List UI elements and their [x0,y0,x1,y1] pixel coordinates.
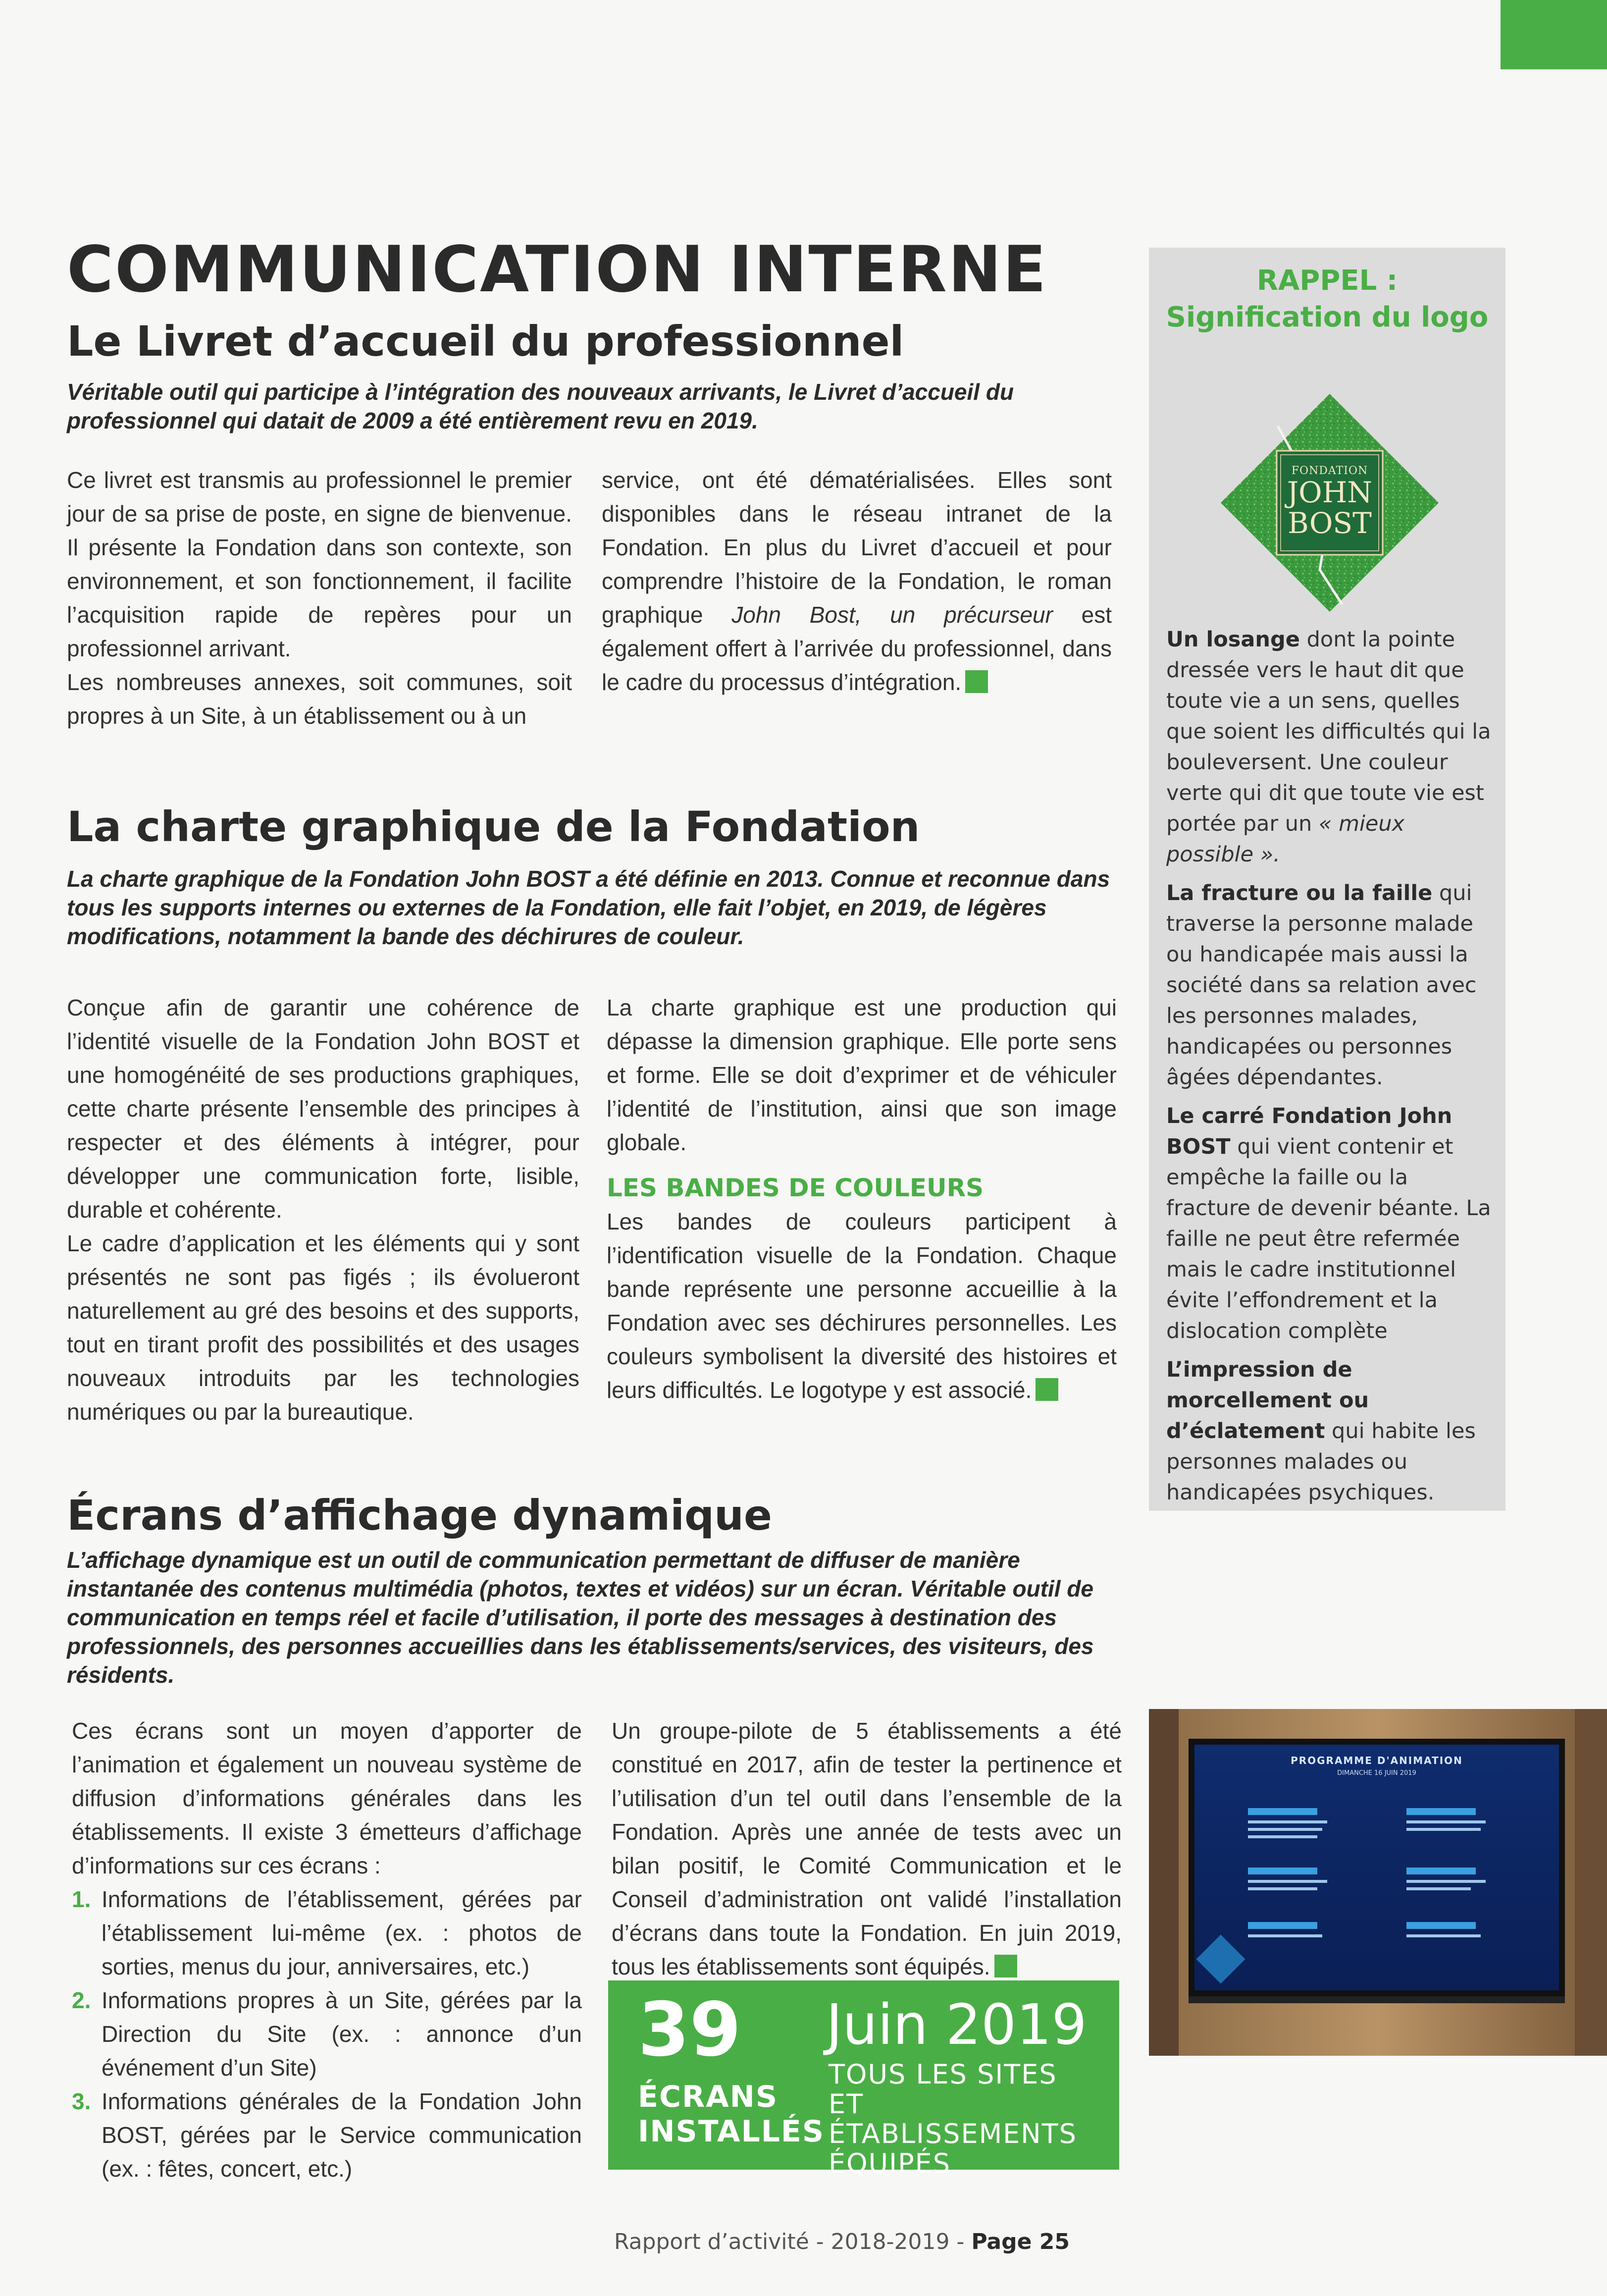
paragraph: La charte graphique est une production qui dépasse la dimension graphique. Elle porte sens et forme. Elle se doit d’exprimer et de véhiculer l’identité de l’institution, ainsi que son image globale. [607,995,1117,1155]
text-run: qui traverse la personne malade ou handicapée mais aussi la société dans sa relation avec les personnes malades, handicapées ou personnes âgées dépendantes. [1166,881,1477,1090]
label-line: ÉCRANS [638,2080,778,2114]
desc-line: TOUS LES SITES [829,2059,1057,2090]
section-ecrans-col2 [612,1714,1122,1983]
paragraph: Les nombreuses annexes, soit communes, soit propres à un Site, à un établissement ou à un [67,669,572,729]
page-number: Page 25 [971,2229,1070,2254]
paragraph [602,463,1112,699]
section-livret-col2 [602,463,1112,699]
section-ecrans-col1 [72,1714,582,2186]
footer-text: Rapport d’activité - 2018-2019 - [614,2229,972,2254]
paragraph [612,1714,1122,1983]
quote: « mieux possible ». [1166,811,1405,867]
list-number: 3. [72,2088,91,2114]
term: La fracture ou la faille [1166,881,1433,906]
paragraph: Le cadre d’application et les éléments qui y sont présentés ne sont pas figés ; ils évolueront naturellement au gré des besoins et des supports, tout en tirant profit des possibilités et des usages nouveaux introduits par les technologies numériques ou par la bureautique. [67,1230,579,1425]
label-line: INSTALLÉS [638,2114,825,2149]
page-title: COMMUNICATION INTERNE [67,233,1048,307]
section-charte-col2 [607,991,1117,1407]
subheading-bandes: LES BANDES DE COULEURS [607,1174,984,1202]
sidebar-text [1166,624,1493,1516]
paragraph: Ce livret est transmis au professionnel le premier jour de sa prise de poste, en signe de bienvenue. Il présente la Fondation dans son contexte, son environnement, et son fonctionnement, il facilite l’acquisition rapide de repères pour un professionnel arrivant. [67,467,572,661]
paragraph: Conçue afin de garantir une cohérence de l’identité visuelle de la Fondation John BOST et une homogénéité de ses productions graphiques, cette charte présente l’ensemble des principes à respecter et des éléments à intégrer, pour développer une communication forte, lisible, durable et cohérente. [67,995,579,1223]
sidebar-logo-meaning [1149,248,1505,1511]
list-number: 2. [72,1987,91,2013]
text-run: Un groupe-pilote de 5 établissements a été constitué en 2017, afin de tester la pertinence et l’utilisation d’un tel outil dans l’ensemble de la Fondation. Après une année de tests avec un bilan positif, le Comité Communication et le Conseil d’administration ont validé l’installation d’écrans dans toute la Fondation. En juin 2019, tous les établissements sont équipés. [612,1718,1122,1979]
screen-program-title: PROGRAMME D'ANIMATION [1291,1755,1463,1766]
term: L’impression de morcellement ou d’éclatement [1166,1357,1369,1443]
sidebar-paragraph [1166,1101,1493,1346]
stats-box [608,1980,1119,2179]
term: Le carré Fondation John BOST [1166,1104,1452,1159]
stats-description [829,2060,1119,2179]
logo-line: FONDATION [1291,465,1368,477]
logo-line: JOHN [1287,476,1373,509]
text-run: dont la pointe dressée vers le haut dit que toute vie a un sens, quelles que soient les difficultés qui la bouleversent. Une couleur verte qui dit que toute vie est portée par un [1166,627,1491,836]
section-heading-ecrans: Écrans d’affichage dynamique [67,1491,772,1540]
sidebar-title-line: Signification du logo [1166,301,1489,333]
screens-count-label [638,2080,825,2149]
desc-line: ÉQUIPÉS [829,2148,951,2179]
sidebar-paragraph [1166,878,1493,1093]
text-run: Les bandes de couleurs participent à l’identification visuelle de la Fondation. Chaque bande représente une personne accueillie à la Fondation avec ses déchirures personnelles. Les couleurs symbolisent la diversité des histoires et leurs difficultés. Le logotype y est associé. [607,1209,1117,1403]
text-run: est également offert à l’arrivée du professionnel, dans le cadre du processus d’intégration. [602,602,1112,695]
emitters-list [72,1882,582,2186]
photo-display-screen [1149,1709,1607,2056]
list-text: Informations générales de la Fondation John BOST, gérées par le Service communication (ex. : fêtes, concert, etc.) [102,2088,582,2182]
corner-green-tab [1501,0,1607,69]
text-run: qui vient contenir et empêche la faille ou la fracture de devenir béante. La faille ne peut être refermée mais le cadre institutionnel évite l’effondrement et la dislocation complète [1166,1134,1491,1343]
term: Un losange [1166,627,1300,652]
sidebar-title-line: RAPPEL : [1256,265,1398,297]
screens-count: 39 [638,1987,741,2073]
paragraph: Ces écrans sont un moyen d’apporter de l’animation et également un nouveau système de diffusion d’informations générales dans les établissements. Il existe 3 émetteurs d’affichage d’informations sur ces écrans : [72,1718,582,1878]
book-title: John Bost, un précurseur [731,602,1053,628]
section-charte-col1 [67,991,579,1429]
list-item [72,2084,582,2186]
stats-date: Juin 2019 [826,1993,1087,2057]
page-footer [614,2229,1070,2254]
section-lead-ecrans: L’affichage dynamique est un outil de communication permettant de diffuser de manière instantanée des contenus multimédia (photos, textes et vidéos) sur un écran. Véritable outil de communication en temps réel et facile d’utilisation, il porte des messages à destination des professionnels, des personnes accueillies dans les établissements/services, des visiteurs, des résidents. [67,1547,1094,1688]
section-lead-charte: La charte graphique de la Fondation John BOST a été définie en 2013. Connue et reconnue dans tous les supports internes ou externes de la Fondation, elle fait l’objet, en 2019, de légères modifications, notamment la bande des déchirures de couleur. [67,866,1110,949]
list-number: 1. [72,1886,91,1912]
desc-line: ET ÉTABLISSEMENTS [829,2088,1077,2149]
list-text: Informations propres à un Site, gérées par la Direction du Site (ex. : annonce d’un événement d’un Site) [102,1987,582,2081]
logo-line: BOST [1288,506,1372,540]
list-text: Informations de l’établissement, gérées par l’établissement lui-même (ex. : photos de sorties, menus du jour, anniversaires, etc.) [102,1886,582,1979]
end-mark-square [1036,1378,1058,1401]
section-heading-charte: La charte graphique de la Fondation [67,802,920,851]
section-heading-livret: Le Livret d’accueil du professionnel [67,317,904,366]
paragraph [607,1205,1117,1407]
text-run: qui habite les personnes malades ou handicapées psychiques. [1166,1419,1476,1505]
end-mark-square [965,670,988,693]
fondation-logo [1218,391,1441,614]
end-mark-square [994,1955,1017,1977]
sidebar-paragraph [1166,624,1493,870]
list-item [72,1983,582,2084]
list-item [72,1882,582,1983]
logo-wordmark [1277,465,1383,538]
sidebar-paragraph [1166,1354,1493,1508]
sidebar-title [1149,263,1505,336]
section-lead-livret: Véritable outil qui participe à l’intégration des nouveaux arrivants, le Livret d’accueil du professionnel qui datait de 2009 a été entièrement revu en 2019. [67,379,1014,433]
section-livret-col1 [67,463,572,733]
text-run: service, ont été dématérialisées. Elles sont disponibles dans le réseau intranet de la Fondation. En plus du Livret d’accueil et pour comprendre l’histoire de la Fondation, le roman graphique [602,467,1112,628]
screen-program-date: DIMANCHE 16 JUIN 2019 [1337,1769,1416,1777]
